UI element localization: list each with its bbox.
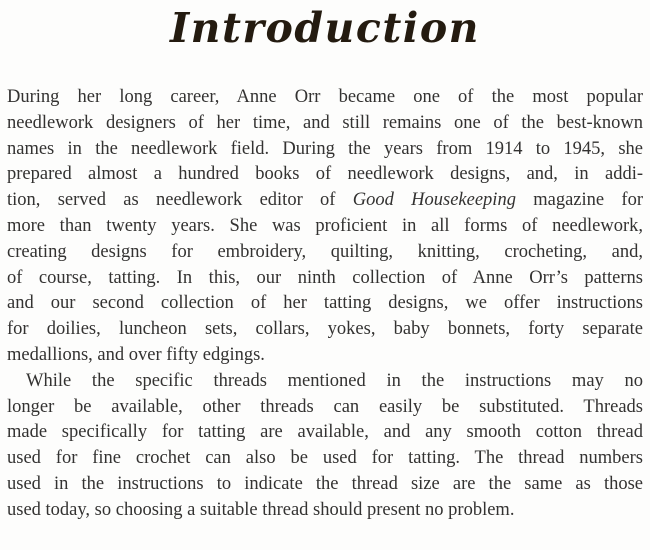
- text-line: [7, 240, 643, 266]
- text-line: [7, 446, 643, 472]
- text-segment: of course, tatting. In this, our ninth collection of Anne Orr’s patterns: [7, 267, 643, 288]
- text-segment: longer be available, other threads can easily be substituted. Threads: [7, 396, 643, 417]
- text-segment: used in the instructions to indicate the thread size are the same as those: [7, 473, 643, 494]
- text-line: [7, 317, 643, 343]
- text-segment: tion, served as needlework editor of: [7, 190, 353, 211]
- text-segment: needlework designers of her time, and still remains one of the best-known: [7, 112, 643, 133]
- text-segment: made specifically for tatting are available, and any smooth cotton thread: [7, 422, 643, 443]
- text-line: [7, 472, 643, 498]
- text-line: [7, 188, 643, 214]
- text-segment: During her long career, Anne Orr became one of the most popular: [7, 87, 643, 107]
- text-line: [7, 162, 643, 188]
- magazine-title-italic: Good Housekeeping: [352, 190, 516, 211]
- text-line: [7, 137, 643, 163]
- text-line: [7, 498, 643, 524]
- text-line: [7, 85, 643, 111]
- text-segment: While the specific threads mentioned in the instructions may no: [26, 370, 643, 391]
- text-segment: and our second collection of her tatting designs, we offer instructions: [7, 293, 643, 314]
- paragraph: [7, 369, 643, 524]
- text-line: [7, 395, 643, 421]
- text-segment: names in the needlework field. During the years from 1914 to 1945, she: [7, 138, 643, 159]
- page-title: Introduction: [170, 4, 480, 52]
- text-segment: used for fine crochet can also be used for tatting. The thread numbers: [7, 448, 643, 469]
- text-segment: more than twenty years. She was proficient in all forms of needlework,: [7, 215, 643, 236]
- text-segment: creating designs for embroidery, quilting, knitting, crocheting, and,: [7, 241, 643, 262]
- text-segment: used today, so choosing a suitable thread should present no problem.: [7, 499, 515, 520]
- text-segment: for doilies, luncheon sets, collars, yokes, baby bonnets, forty separate: [7, 319, 643, 340]
- text-segment: prepared almost a hundred books of needlework designs, and, in addi-: [7, 164, 643, 185]
- text-line: [7, 343, 643, 369]
- text-segment: medallions, and over fifty edgings.: [7, 344, 265, 365]
- text-line: [7, 291, 643, 317]
- paragraph: [7, 85, 643, 369]
- text-line: [7, 266, 643, 292]
- text-line: [7, 111, 643, 137]
- text-line: [7, 369, 643, 395]
- document-body: [0, 85, 650, 524]
- text-line: [7, 214, 643, 240]
- text-segment: magazine for: [515, 190, 643, 211]
- text-line: [7, 420, 643, 446]
